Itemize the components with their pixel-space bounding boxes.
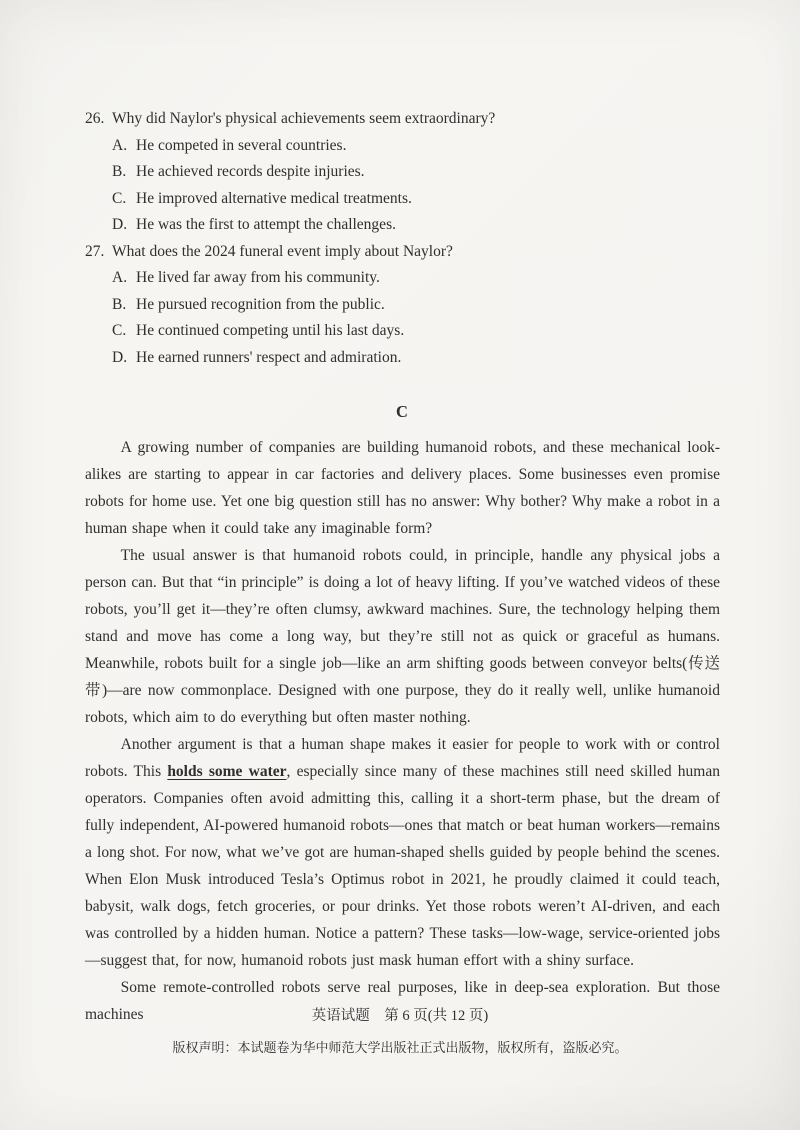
option-label: D. <box>112 216 128 233</box>
passage-paragraph-1: A growing number of companies are building humanoid robots, and these mechanical look-alikes are starting to appear in car factories and delivery places. Some businesses even promise robots for home use. Yet one big question still has no answer: Why bother? Why make a robot in a human shape when it could take any imaginable form? <box>85 439 720 537</box>
option-text: He lived far away from his community. <box>136 269 380 286</box>
option-text: He was the first to attempt the challenges. <box>136 216 396 233</box>
question-text: What does the 2024 funeral event imply about Naylor? <box>112 242 453 260</box>
question-26-option-c <box>85 186 720 213</box>
passage-paragraph-4: Some remote-controlled robots serve real purposes, like in deep-sea exploration. But those machines <box>85 979 720 1023</box>
question-27-option-a <box>85 265 720 292</box>
question-27-option-b <box>85 292 720 319</box>
question-26-option-a <box>85 133 720 160</box>
question-27-option-d <box>85 345 720 372</box>
paragraph-3-text-after: , especially since many of these machines still need skilled human operators. Companies often avoid admitting this, calling it a short-term phase, but the dream of fully independent, AI-powered humanoid robots—ones that match or beat human workers—remains a long shot. For now, what we’ve got are human-shaped shells guided by people behind the scenes. When Elon Musk introduced Tesla’s Optimus robot in 2021, he proudly claimed it could teach, babysit, walk dogs, fetch groceries, or pour drinks. Yet those robots weren’t AI-driven, and each was controlled by a hidden human. Notice a pattern? These tasks—low-wage, service-oriented jobs—suggest that, for now, humanoid robots just mask human effort with a shiny surface. <box>85 763 720 969</box>
question-number: 27. <box>85 242 105 260</box>
paragraph-3-text-before: Another argument is that a human shape makes it easier for people to work with or control robots. This <box>85 736 720 780</box>
option-label: C. <box>112 189 127 207</box>
question-27 <box>85 239 720 372</box>
footer-page-number: 英语试题 第 6 页(共 12 页) <box>311 1008 489 1024</box>
option-label: D. <box>112 348 128 366</box>
option-text: He earned runners' respect and admiration. <box>136 348 402 366</box>
option-label: A. <box>112 136 128 154</box>
question-number: 26. <box>85 110 105 127</box>
question-26 <box>85 106 720 239</box>
question-26-option-b <box>85 159 720 186</box>
footer-copyright-notice: 版权声明：本试题卷为华中师范大学出版社正式出版物，版权所有，盗版必究。 <box>172 1040 628 1055</box>
option-text: He achieved records despite injuries. <box>136 163 365 180</box>
question-27-option-c <box>85 318 720 345</box>
passage-paragraph-3 <box>85 731 720 974</box>
passage-paragraph-2: The usual answer is that humanoid robots could, in principle, handle any physical jobs a person can. But that “in principle” is doing a lot of heavy lifting. If you’ve watched videos of these robots, you’ll get it—they’re often clumsy, awkward machines. Sure, the technology helping them stand and move has come a long way, but they’re still not as quick or graceful as humans. Meanwhile, robots built for a single job—like an arm shifting goods between conveyor belts(传送带)—are now commonplace. Designed with one purpose, they do it really well, unlike humanoid robots, which aim to do everything but often master nothing. <box>85 547 720 726</box>
question-text: Why did Naylor's physical achievements seem extraordinary? <box>112 110 496 127</box>
question-27-stem <box>85 239 720 266</box>
option-label: B. <box>112 163 127 180</box>
question-26-stem <box>85 106 720 133</box>
option-text: He pursued recognition from the public. <box>136 295 385 313</box>
questions-block <box>85 106 720 371</box>
option-label: A. <box>112 269 128 286</box>
option-text: He improved alternative medical treatments. <box>136 189 412 207</box>
option-text: He competed in several countries. <box>136 136 347 154</box>
option-label: C. <box>112 322 127 339</box>
reading-passage <box>85 434 720 1028</box>
passage-section-label: C <box>396 402 409 421</box>
option-label: B. <box>112 295 127 313</box>
underlined-phrase: holds some water <box>167 763 287 780</box>
option-text: He continued competing until his last days. <box>136 322 405 339</box>
question-26-option-d <box>85 212 720 239</box>
